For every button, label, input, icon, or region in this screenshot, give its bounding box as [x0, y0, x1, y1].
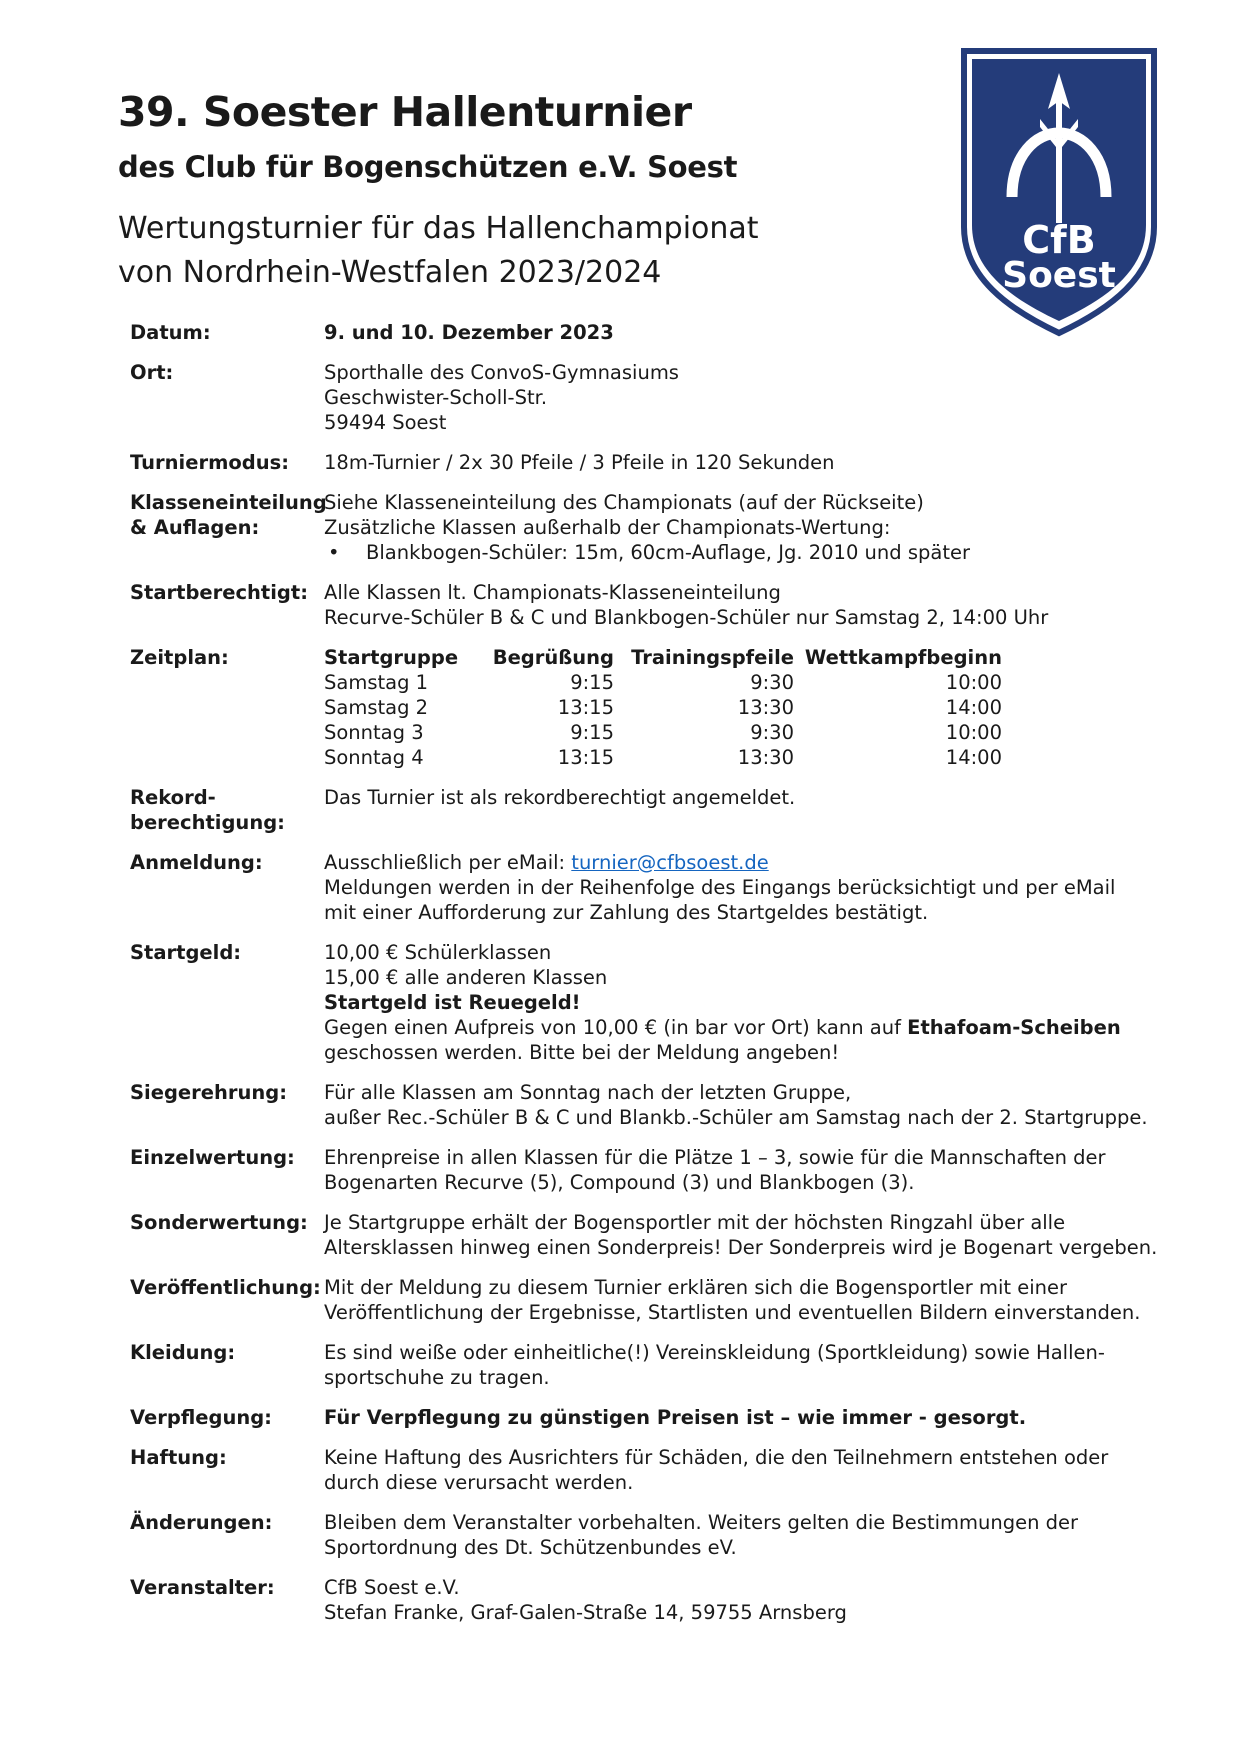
- bullet-item: [324, 540, 1150, 565]
- fact-row-startgeld: [130, 940, 1150, 1065]
- fact-row-haftung: [130, 1445, 1150, 1495]
- schedule-cell: 13:30: [737, 696, 794, 719]
- fee-ethafoam-text: Gegen einen Aufpreis von 10,00 € (in bar vor Ort) kann auf: [324, 1016, 908, 1039]
- fact-row-turniermodus: [130, 450, 1150, 475]
- fact-value: [324, 360, 1150, 435]
- fact-text-line: Alle Klassen lt. Championats-Klasseneinteilung: [324, 581, 781, 604]
- fact-label: Zeitplan:: [130, 646, 229, 669]
- fact-label: Startberechtigt:: [130, 581, 309, 604]
- fact-row-kleidung: [130, 1340, 1150, 1390]
- fact-value: [324, 1510, 1150, 1560]
- fact-text-line: Keine Haftung des Ausrichters für Schäden, die den Teilnehmern entstehen oder: [324, 1446, 1109, 1469]
- registration-text: Meldungen werden in der Reihenfolge des Eingangs berücksichtigt und per eMail mit einer Aufforderung zur Zahlung des Startgeldes bestätigt.: [324, 876, 1116, 924]
- fact-row-klasseneinteilung: [130, 490, 1150, 565]
- fact-label: Anmeldung:: [130, 851, 263, 874]
- fact-row-verpflegung: [130, 1405, 1150, 1430]
- fact-text-line: Bogenarten Recurve (5), Compound (3) und Blankbogen (3).: [324, 1171, 915, 1194]
- fact-row-veranstalter: [130, 1575, 1150, 1625]
- schedule-cell: 9:15: [570, 671, 614, 694]
- schedule-table: [324, 645, 1002, 770]
- venue-name: Sporthalle des ConvoS-Gymnasiums: [324, 361, 679, 384]
- fact-row-anmeldung: [130, 850, 1150, 925]
- venue-city: 59494 Soest: [324, 411, 447, 434]
- bullet-text: Blankbogen-Schüler: 15m, 60cm-Auflage, Jg. 2010 und später: [366, 541, 970, 564]
- fact-text-line: Recurve-Schüler B & C und Blankbogen-Schüler nur Samstag 2, 14:00 Uhr: [324, 606, 1049, 629]
- tournament-facts: [130, 320, 1158, 1640]
- fact-value: 18m-Turnier / 2x 30 Pfeile / 3 Pfeile in 120 Sekunden: [324, 451, 835, 474]
- fact-value: [324, 1145, 1150, 1195]
- schedule-cell: 10:00: [945, 671, 1002, 694]
- schedule-header-cell: Wettkampfbeginn: [804, 646, 1002, 669]
- schedule-cell: Samstag 2: [324, 696, 429, 719]
- fact-row-siegerehrung: [130, 1080, 1150, 1130]
- fee-line: geschossen werden. Bitte bei der Meldung angeben!: [324, 1041, 840, 1064]
- fact-value: 9. und 10. Dezember 2023: [324, 321, 614, 344]
- registration-email-link[interactable]: turnier@cfbsoest.de: [571, 851, 769, 874]
- fact-text-line: Sportordnung des Dt. Schützenbundes eV.: [324, 1536, 737, 1559]
- fact-row-zeitplan: [130, 645, 1150, 770]
- schedule-cell: Samstag 1: [324, 671, 429, 694]
- fact-label: Änderungen:: [130, 1511, 273, 1534]
- fact-value: [324, 645, 1150, 770]
- fact-label: Turniermodus:: [130, 451, 290, 474]
- fact-label-line-2: berechtigung:: [130, 811, 285, 834]
- schedule-cell: Sonntag 4: [324, 746, 424, 769]
- fact-row-rekordberechtigung: [130, 785, 1150, 835]
- schedule-cell: 9:30: [750, 671, 794, 694]
- fact-value: Das Turnier ist als rekordberechtigt angemeldet.: [324, 786, 796, 809]
- arrow-shaft: [1056, 85, 1062, 223]
- fact-label: Einzelwertung:: [130, 1146, 295, 1169]
- fact-label: Ort:: [130, 361, 174, 384]
- bullet-icon: •: [328, 541, 340, 564]
- fact-label: Veröffentlichung:: [130, 1276, 321, 1299]
- fact-label: Sonderwertung:: [130, 1211, 308, 1234]
- championship-line-2: von Nordrhein-Westfalen 2023/2024: [118, 255, 662, 290]
- fact-row-datum: [130, 320, 1150, 345]
- fact-text-line: Veröffentlichung der Ergebnisse, Startlisten und eventuellen Bildern einverstanden.: [324, 1301, 1141, 1324]
- fact-label: Siegerehrung:: [130, 1081, 287, 1104]
- fee-note-bold: Startgeld ist Reuegeld!: [324, 991, 581, 1014]
- logo-text-soest: Soest: [1002, 255, 1116, 296]
- fact-text-line: sportschuhe zu tragen.: [324, 1366, 550, 1389]
- championship-line-1: Wertungsturnier für das Hallenchampionat: [118, 211, 759, 246]
- schedule-cell: 13:15: [557, 746, 614, 769]
- fact-label: Startgeld:: [130, 941, 242, 964]
- fee-line: 15,00 € alle anderen Klassen: [324, 966, 608, 989]
- fact-text-line: Bleiben dem Veranstalter vorbehalten. Weiters gelten die Bestimmungen der: [324, 1511, 1079, 1534]
- schedule-header-cell: Startgruppe: [324, 646, 459, 669]
- schedule-row: [324, 745, 1002, 770]
- page-subtitle: des Club für Bogenschützen e.V. Soest: [118, 150, 738, 184]
- organizer-address: Stefan Franke, Graf-Galen-Straße 14, 59755 Arnsberg: [324, 1601, 847, 1624]
- fact-value: [324, 1445, 1150, 1495]
- fact-label-line-1: Rekord-: [130, 786, 216, 809]
- fact-label: [130, 785, 324, 835]
- fact-text-line: Ehrenpreise in allen Klassen für die Plätze 1 – 3, sowie für die Mannschaften der: [324, 1146, 1106, 1169]
- fact-text-line: Es sind weiße oder einheitliche(!) Vereinskleidung (Sportkleidung) sowie Hallen-: [324, 1341, 1105, 1364]
- schedule-cell: 14:00: [945, 696, 1002, 719]
- fact-text-line: Mit der Meldung zu diesem Turnier erklären sich die Bogensportler mit einer: [324, 1276, 1068, 1299]
- fact-label-line-2: & Auflagen:: [130, 516, 260, 539]
- organizer-name: CfB Soest e.V.: [324, 1576, 460, 1599]
- fact-row-sonderwertung: [130, 1210, 1158, 1260]
- schedule-row: [324, 670, 1002, 695]
- fact-label: Kleidung:: [130, 1341, 236, 1364]
- schedule-header-cell: Trainingspfeile: [631, 646, 794, 669]
- fact-value: [324, 1210, 1157, 1260]
- fact-value: [324, 940, 1150, 1065]
- fact-row-ort: [130, 360, 1150, 435]
- registration-prefix: Ausschließlich per eMail:: [324, 851, 572, 874]
- registration-line: [324, 850, 1150, 875]
- schedule-cell: Sonntag 3: [324, 721, 424, 744]
- fact-value: [324, 1080, 1150, 1130]
- fact-text-line: Altersklassen hinweg einen Sonderpreis! Der Sonderpreis wird je Bogenart vergeben.: [324, 1236, 1158, 1259]
- fact-label-line-1: Klasseneinteilung: [130, 491, 327, 514]
- fact-label: Haftung:: [130, 1446, 227, 1469]
- fee-line: 10,00 € Schülerklassen: [324, 941, 552, 964]
- fact-row-einzelwertung: [130, 1145, 1150, 1195]
- fact-text-line: Je Startgruppe erhält der Bogensportler mit der höchsten Ringzahl über alle: [324, 1211, 1066, 1234]
- fact-label: Verpflegung:: [130, 1406, 272, 1429]
- schedule-row: [324, 720, 1002, 745]
- fact-label: [130, 490, 327, 565]
- cfb-soest-logo: [960, 47, 1158, 337]
- schedule-cell: 14:00: [945, 746, 1002, 769]
- schedule-cell: 13:30: [737, 746, 794, 769]
- schedule-cell: 10:00: [945, 721, 1002, 744]
- fact-row-aenderungen: [130, 1510, 1150, 1560]
- fact-text-line: außer Rec.-Schüler B & C und Blankb.-Schüler am Samstag nach der 2. Startgruppe.: [324, 1106, 1148, 1129]
- fact-value: Für Verpflegung zu günstigen Preisen ist – wie immer - gesorgt.: [324, 1406, 1027, 1429]
- fact-value: [324, 1575, 1150, 1625]
- fact-value: [324, 1340, 1150, 1390]
- venue-street: Geschwister-Scholl-Str.: [324, 386, 548, 409]
- schedule-row: [324, 695, 1002, 720]
- fact-text-line: durch diese verursacht werden.: [324, 1471, 634, 1494]
- fact-text-line: Für alle Klassen am Sonntag nach der letzten Gruppe,: [324, 1081, 852, 1104]
- fact-text-line: Zusätzliche Klassen außerhalb der Championats-Wertung:: [324, 516, 891, 539]
- championship-heading: [118, 207, 878, 295]
- fact-text-line: Siehe Klasseneinteilung des Championats (auf der Rückseite): [324, 491, 924, 514]
- fact-label: Veranstalter:: [130, 1576, 275, 1599]
- fee-ethafoam-line: [324, 1015, 1150, 1040]
- fee-ethafoam-bold: Ethafoam-Scheiben: [907, 1016, 1121, 1039]
- fact-value: [324, 490, 1150, 565]
- schedule-cell: 9:30: [750, 721, 794, 744]
- fact-value: [324, 1275, 1150, 1325]
- fact-value: [324, 850, 1150, 925]
- fact-row-veroeffentlichung: [130, 1275, 1150, 1325]
- logo-text-cfb: CfB: [1022, 218, 1096, 262]
- fact-label: Datum:: [130, 321, 211, 344]
- fact-value: [324, 580, 1150, 630]
- page-title: 39. Soester Hallenturnier: [118, 88, 692, 136]
- schedule-cell: 9:15: [570, 721, 614, 744]
- schedule-cell: 13:15: [557, 696, 614, 719]
- schedule-header-cell: Begrüßung: [492, 646, 614, 669]
- schedule-header-row: [324, 645, 1002, 670]
- fact-row-startberechtigt: [130, 580, 1150, 630]
